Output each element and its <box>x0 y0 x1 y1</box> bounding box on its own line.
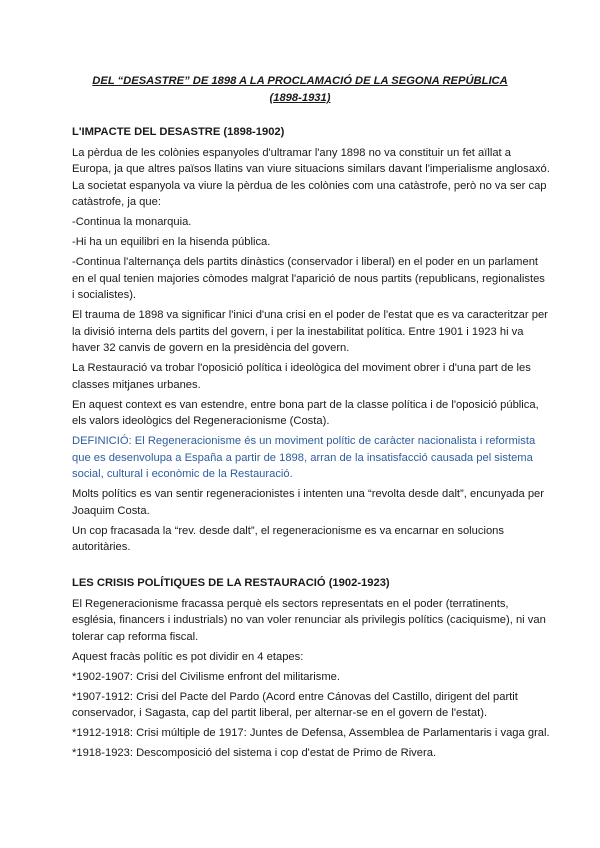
paragraph: La pèrdua de les colònies espanyoles d'ultramar l'any 1898 no va constituir un fet aïllat a Europa, ja que altres països llatins van viure situacions similars davant l'imperialisme anglosaxó. La societat espanyola va viure la pèrdua de les colònies com una catàstrofe, però no va ser cap catàstrofe, ja que: <box>72 146 550 208</box>
paragraph: El Regeneracionisme fracassa perquè els sectors representats en el poder (terratinents, església, financers i industrials) no van voler renunciar als privilegis polítics (caciquisme), ni van tolerar cap reforma fiscal. <box>72 597 546 643</box>
paragraph: Molts polítics es van sentir regeneracionistes i intenten una “revolta desde dalt”, encunyada per Joaquim Costa. <box>72 488 545 517</box>
title-line-1: DEL “DESASTRE” DE 1898 A LA PROCLAMACIÓ DE LA SEGONA REPÚBLICA <box>92 75 508 87</box>
title-line-2: (1898-1931) <box>269 92 331 104</box>
paragraph: El trauma de 1898 va significar l'inici d'una crisi en el poder de l'estat que es va caracteritzar per la divisió interna dels partits del govern, i per la inestabilitat política. Entre 1901 i 1923 hi va haver 32 canvis de govern en la presidència del govern. <box>72 309 548 354</box>
list-item: -Continua la monarquia. <box>72 216 192 228</box>
paragraph: En aquest context es van estendre, entre bona part de la classe política i de l'oposició pública, els valors ideològics del Regeneracionisme (Costa). <box>72 398 539 427</box>
paragraph: Aquest fracàs polític es pot dividir en 4 etapes: <box>72 650 304 663</box>
list-item: *1902-1907: Crisi del Civilisme enfront del militarisme. <box>72 670 340 683</box>
section-impacte-desastre <box>72 124 550 556</box>
paragraph: La Restauració va trobar l'oposició política i ideològica del moviment obrer i d'una part de les classes mitjanes urbanes. <box>72 362 531 391</box>
list-item: *1912-1918: Crisi múltiple de 1917: Juntes de Defensa, Assemblea de Parlamentaris i vaga gral. <box>72 727 550 739</box>
list-item: *1907-1912: Crisi del Pacte del Pardo (Acord entre Cánovas del Castillo, dirigent del partit conservador, i Sagasta, cap del partit liberal, per alternar-se en el govern de l'estat). <box>72 690 518 719</box>
definition-paragraph: DEFINICIÓ: El Regeneracionisme és un moviment polític de caràcter nacionalista i reformista que es desenvolupa a España a partir de 1898, arran de la insatisfacció causada pel sistema social, cultural i econòmic de la Restauració. <box>72 435 536 480</box>
page-title <box>72 73 528 107</box>
list-item: -Hi ha un equilibri en la hisenda pública. <box>72 236 271 248</box>
section-heading: L'IMPACTE DEL DESASTRE (1898-1902) <box>72 126 285 138</box>
section-heading: LES CRISIS POLÍTIQUES DE LA RESTAURACIÓ (1902-1923) <box>72 577 390 589</box>
section-spacer <box>72 559 550 575</box>
section-crisis-politiques <box>72 575 550 762</box>
list-item: -Continua l'alternança dels partits dinàstics (conservador i liberal) en el poder en un parlament en el qual tenien majories còmodes malgrat l'aparició de nous partits (republicans, regionalistes i socialistes). <box>72 256 545 301</box>
paragraph: Un cop fracasada la “rev. desde dalt”, el regeneracionisme es va encarnar en solucions autoritàries. <box>72 524 504 553</box>
document-body <box>72 124 550 765</box>
list-item: *1918-1923: Descomposició del sistema i cop d'estat de Primo de Rivera. <box>72 747 437 759</box>
